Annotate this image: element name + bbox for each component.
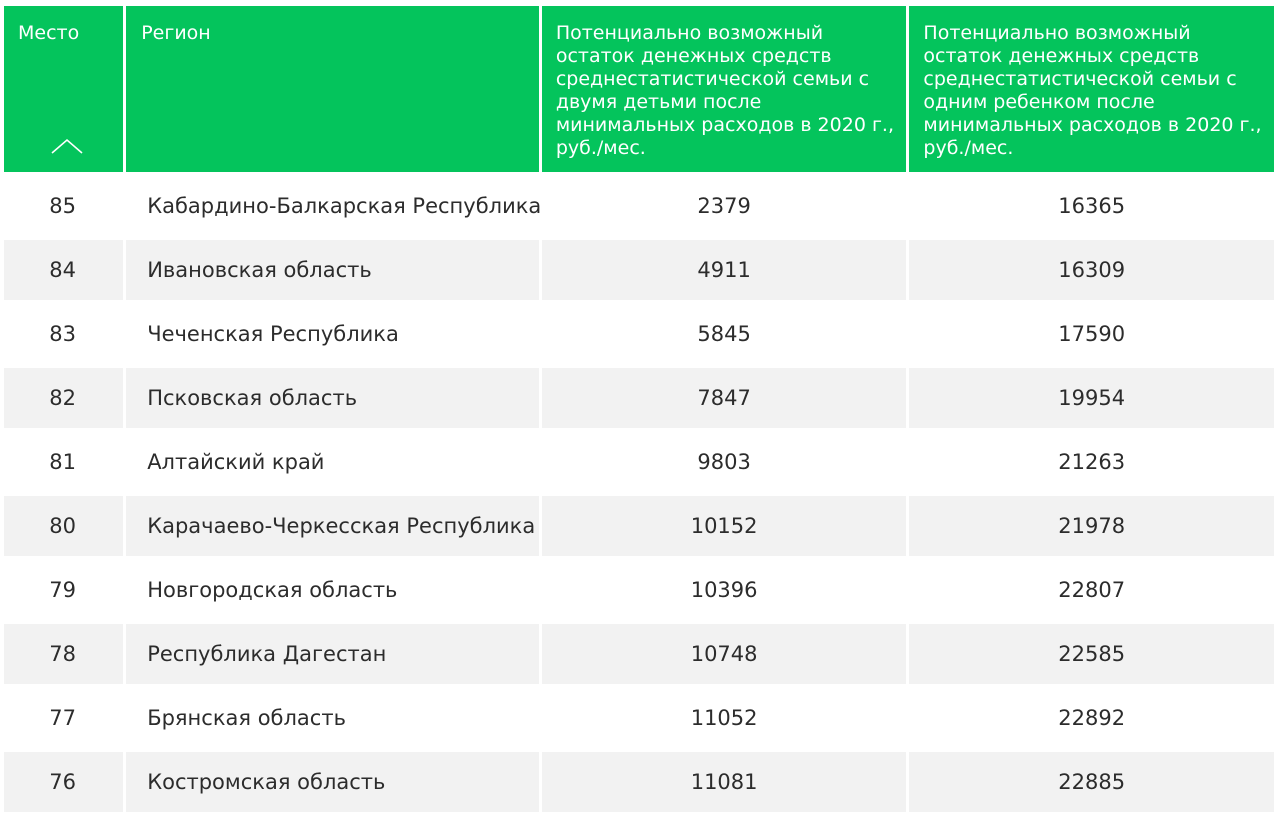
cell-place: 78 — [4, 624, 123, 684]
column-header-place-label: Место — [18, 22, 80, 44]
cell-region: Карачаево-Черкесская Республика — [126, 496, 539, 556]
cell-two-children: 10152 — [542, 496, 907, 556]
cell-place: 79 — [4, 560, 123, 620]
table-header-row — [4, 6, 1274, 172]
table-row — [4, 240, 1274, 300]
ranking-table — [1, 2, 1277, 816]
cell-one-child: 21263 — [909, 432, 1274, 492]
cell-two-children: 5845 — [542, 304, 907, 364]
cell-two-children: 9803 — [542, 432, 907, 492]
table-row — [4, 688, 1274, 748]
cell-one-child: 22892 — [909, 688, 1274, 748]
cell-place: 85 — [4, 176, 123, 236]
cell-one-child: 16309 — [909, 240, 1274, 300]
cell-two-children: 10748 — [542, 624, 907, 684]
table-row — [4, 752, 1274, 812]
cell-one-child: 17590 — [909, 304, 1274, 364]
cell-region: Псковская область — [126, 368, 539, 428]
cell-two-children: 7847 — [542, 368, 907, 428]
ranking-table-container — [4, 6, 1274, 816]
cell-one-child: 21978 — [909, 496, 1274, 556]
cell-place: 83 — [4, 304, 123, 364]
table-row — [4, 624, 1274, 684]
table-row — [4, 496, 1274, 556]
cell-region: Брянская область — [126, 688, 539, 748]
table-row — [4, 368, 1274, 428]
cell-place: 84 — [4, 240, 123, 300]
column-header-region[interactable] — [126, 6, 539, 172]
cell-one-child: 19954 — [909, 368, 1274, 428]
cell-one-child: 22885 — [909, 752, 1274, 812]
cell-place: 82 — [4, 368, 123, 428]
cell-region: Костромская область — [126, 752, 539, 812]
table-row — [4, 560, 1274, 620]
column-header-place[interactable] — [4, 6, 123, 172]
cell-one-child: 16365 — [909, 176, 1274, 236]
column-header-two-children[interactable] — [542, 6, 907, 172]
column-header-one-child[interactable] — [909, 6, 1274, 172]
cell-one-child: 22585 — [909, 624, 1274, 684]
column-header-one-child-label: Потенциально возможный остаток денежных средств среднестатистической семьи с одним ребенком после минимальных расходов в 2020 г., руб./мес. — [923, 22, 1262, 159]
cell-place: 76 — [4, 752, 123, 812]
cell-region: Чеченская Республика — [126, 304, 539, 364]
cell-region: Ивановская область — [126, 240, 539, 300]
cell-region: Новгородская область — [126, 560, 539, 620]
table-row — [4, 432, 1274, 492]
cell-two-children: 11052 — [542, 688, 907, 748]
table-body — [4, 176, 1274, 812]
cell-two-children: 10396 — [542, 560, 907, 620]
cell-region: Алтайский край — [126, 432, 539, 492]
column-header-two-children-label: Потенциально возможный остаток денежных средств среднестатистической семьи с двумя детьми после минимальных расходов в 2020 г., руб./мес. — [555, 22, 895, 159]
cell-two-children: 4911 — [542, 240, 907, 300]
cell-place: 81 — [4, 432, 123, 492]
column-header-region-label: Регион — [141, 22, 211, 44]
cell-two-children: 2379 — [542, 176, 907, 236]
cell-region: Кабардино-Балкарская Республика — [126, 176, 539, 236]
table-row — [4, 304, 1274, 364]
cell-place: 80 — [4, 496, 123, 556]
cell-region: Республика Дагестан — [126, 624, 539, 684]
chevron-up-icon[interactable] — [51, 138, 83, 154]
table-row — [4, 176, 1274, 236]
cell-one-child: 22807 — [909, 560, 1274, 620]
cell-two-children: 11081 — [542, 752, 907, 812]
cell-place: 77 — [4, 688, 123, 748]
